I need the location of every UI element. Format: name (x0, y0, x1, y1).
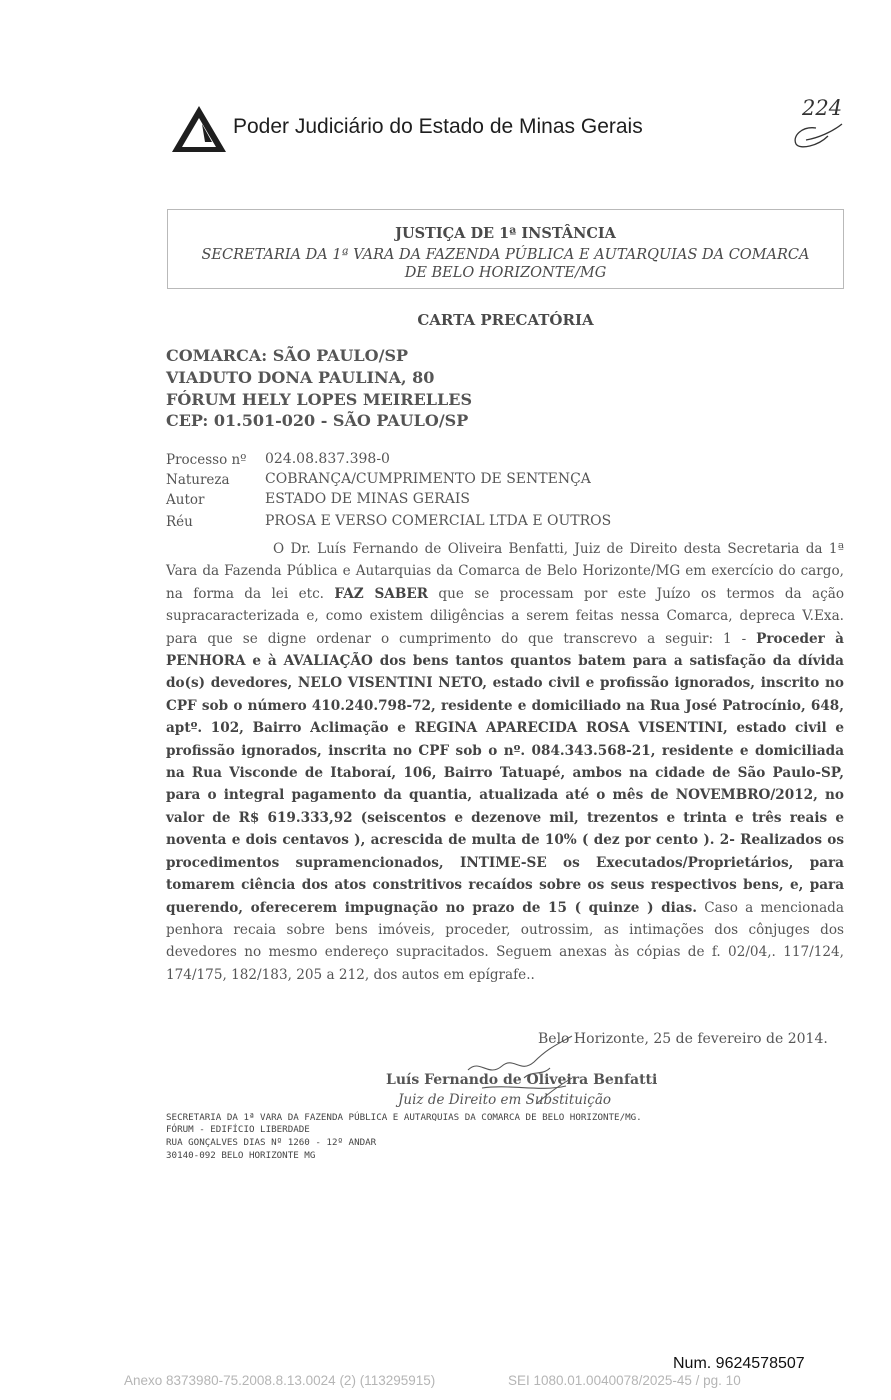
court-header-box (167, 209, 844, 289)
meta-value-defendant: PROSA E VERSO COMERCIAL LTDA E OUTROS (265, 513, 612, 529)
meta-label-defendant: Réu (166, 514, 193, 530)
address-line: VIADUTO DONA PAULINA, 80 (166, 368, 435, 387)
date-line: Belo Horizonte, 25 de fevereiro de 2014. (538, 1031, 828, 1047)
address-line: CEP: 01.501-020 - SÃO PAULO/SP (166, 411, 469, 430)
sei-stamp: SEI 1080.01.0040078/2025-45 / pg. 10 (508, 1373, 741, 1388)
meta-label-author: Autor (166, 492, 205, 508)
body-paragraph (166, 538, 844, 986)
meta-value-author: ESTADO DE MINAS GERAIS (265, 491, 470, 507)
document-number: Num. 9624578507 (673, 1355, 805, 1372)
meta-label-process: Processo nº (166, 452, 247, 468)
org-title: Poder Judiciário do Estado de Minas Gerais (233, 115, 643, 138)
signature-role: Juiz de Direito em Substituição (398, 1092, 612, 1108)
document-title: CARTA PRECATÓRIA (417, 311, 594, 329)
signature-name: Luís Fernando de Oliveira Benfatti (386, 1072, 658, 1088)
body-orders: Proceder à PENHORA e à AVALIAÇÃO dos bens tantos quantos batem para a satisfação da dívida do(s) devedores, NELO VISENTINI NETO, estado civil e profissão ignorados, inscrito no CPF sob o número 410.240.798-72, residente e domiciliado na Rua José Patrocínio, 648, aptº. 102, Bairro Aclimação e REGINA APARECIDA ROSA VISENTINI, estado civil e profissão ignorados, inscrita no CPF sob o nº. 084.343.568-21, residente e domiciliada na Rua Visconde de Itaboraí, 106, Bairro Tatuapé, ambos na cidade de São Paulo-SP, para o integral pagamento da quantia, atualizada até o mês de NOVEMBRO/2012, no valor de R$ 619.333,92 (seiscentos e dezenove mil, trezentos e trinta e três reais e noventa e dois centavos ), acrescida de multa de 10% ( dez por cento ). 2- Realizados os procedimentos supramencionados, INTIME-SE os Executados/Proprietários, para tomarem ciência dos atos constritivos recaídos sobre os seus respectivos bens, e, para querendo, oferecerem impugnação no prazo de 15 ( quinze ) dias. (166, 630, 844, 916)
address-line: FÓRUM HELY LOPES MEIRELLES (166, 390, 473, 409)
body-faz-saber: FAZ SABER (334, 585, 429, 602)
address-line: COMARCA: SÃO PAULO/SP (166, 346, 409, 365)
footer-address-line: 30140-092 BELO HORIZONTE MG (166, 1150, 316, 1161)
court-comarca: DE BELO HORIZONTE/MG (404, 265, 607, 281)
body-request: que se processam por este Juízo os termos da ação supracaracterizada e, como existem diligências a serem feitas nessa Comarca, depreca V.Exa. para que se digne ordenar o cumprimento do que transcrevo a seguir: 1 - (166, 585, 845, 647)
meta-value-process: 024.08.837.398-0 (265, 451, 390, 467)
body-closing: Caso a mencionada penhora recaia sobre bens imóveis, proceder, outrossim, as intimações dos cônjuges dos devedores no mesmo endereço supracitados. Seguem anexas às cópias de f. 02/04,. 117/124, 174/175, 182/183, 205 a 212, dos autos em epígrafe.. (166, 899, 844, 983)
footer-address-line: FÓRUM - EDIFÍCIO LIBERDADE (166, 1124, 310, 1135)
meta-label-nature: Natureza (166, 472, 230, 488)
court-secretariat: SECRETARIA DA 1ª VARA DA FAZENDA PÚBLICA E AUTARQUIAS DA COMARCA (201, 247, 810, 263)
body-intro: O Dr. Luís Fernando de Oliveira Benfatti, Juiz de Direito desta Secretaria da 1ª Vara da Fazenda Pública e Autarquias da Comarca de Belo Horizonte/MG em exercício do cargo, na forma da lei etc. (166, 541, 844, 602)
meta-value-nature: COBRANÇA/CUMPRIMENTO DE SENTENÇA (265, 471, 591, 487)
footer-address-line: SECRETARIA DA 1ª VARA DA FAZENDA PÚBLICA E AUTARQUIAS DA COMARCA DE BELO HORIZONTE/MG. (166, 1112, 642, 1123)
court-logo-icon (170, 104, 228, 154)
court-instance: JUSTIÇA DE 1ª INSTÂNCIA (395, 225, 616, 242)
handwritten-page-number: 224 (788, 96, 850, 154)
attachment-stamp: Anexo 8373980-75.2008.8.13.0024 (2) (113295915) (124, 1373, 436, 1388)
footer-address-line: RUA GONÇALVES DIAS Nº 1260 - 12º ANDAR (166, 1137, 377, 1148)
handwritten-scribble-icon (788, 122, 848, 152)
